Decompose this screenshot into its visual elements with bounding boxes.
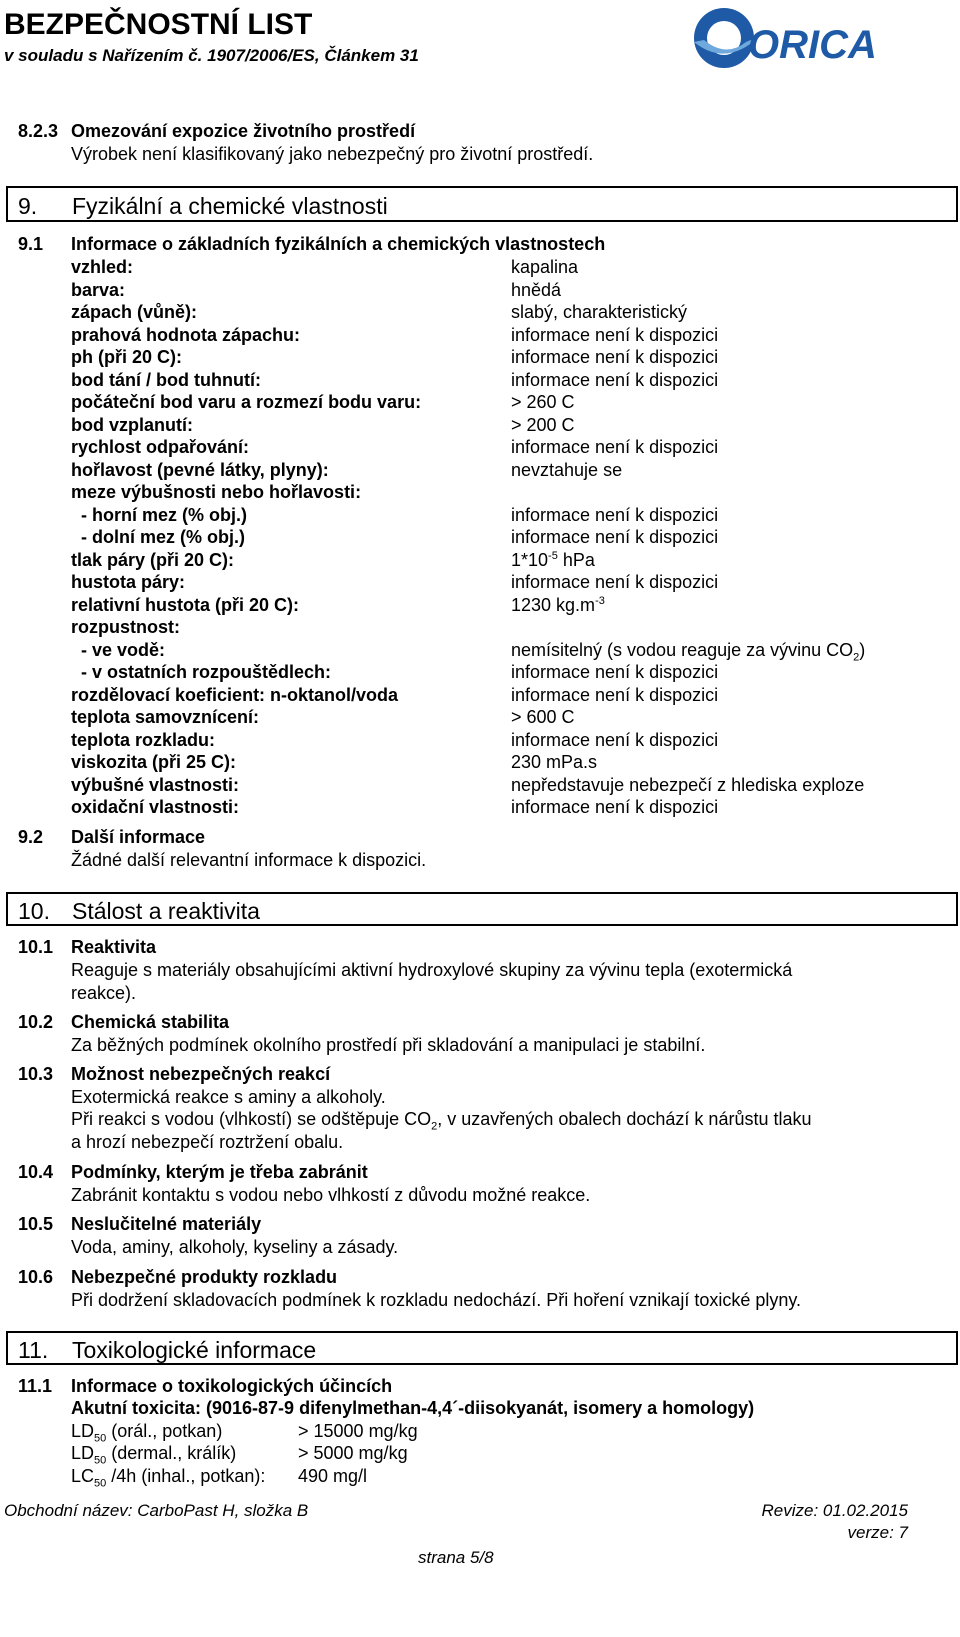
prop-value: nepředstavuje nebezpečí z hlediska exploze xyxy=(511,775,865,795)
prop-value: informace není k dispozici xyxy=(511,797,719,817)
prop-label: relativní hustota (při 20 C): xyxy=(71,595,300,615)
toxicity-value: 490 mg/l xyxy=(298,1466,368,1486)
prop-label: - dolní mez (% obj.) xyxy=(71,527,245,547)
section-title: Omezování expozice životního prostředí xyxy=(71,121,416,141)
prop-label: rozdělovací koeficient: n-oktanol/voda xyxy=(71,685,399,705)
toxicity-value: > 5000 mg/kg xyxy=(298,1443,408,1463)
footer-version: verze: 7 xyxy=(847,1523,908,1542)
prop-label: vzhled: xyxy=(71,257,134,277)
prop-value: nevztahuje se xyxy=(511,460,623,480)
prop-label: tlak páry (při 20 C): xyxy=(71,550,235,570)
section-number: 11. xyxy=(18,1337,49,1363)
prop-value: hnědá xyxy=(511,280,562,300)
prop-label: hořlavost (pevné látky, plyny): xyxy=(71,460,329,480)
prop-label: počáteční bod varu a rozmezí bodu varu: xyxy=(71,392,422,412)
prop-value: kapalina xyxy=(511,257,579,277)
section-title: Další informace xyxy=(71,827,206,847)
section-text: Exotermická reakce s aminy a alkoholy. xyxy=(71,1087,386,1107)
prop-label: teplota samovznícení: xyxy=(71,707,260,727)
prop-value: informace není k dispozici xyxy=(511,527,719,547)
section-title: Informace o základních fyzikálních a chemických vlastnostech xyxy=(71,234,606,254)
footer-page-number: strana 5/8 xyxy=(418,1548,494,1567)
section-text: Výrobek není klasifikovaný jako nebezpečný pro životní prostředí. xyxy=(71,144,594,164)
prop-value: informace není k dispozici xyxy=(511,730,719,750)
section-number: 9.2 xyxy=(18,827,44,847)
section-title: Toxikologické informace xyxy=(72,1337,317,1363)
svg-text:ORICA: ORICA xyxy=(748,23,877,67)
section-title: Fyzikální a chemické vlastnosti xyxy=(72,193,388,219)
prop-value: slabý, charakteristický xyxy=(511,302,688,322)
toxicity-value: > 15000 mg/kg xyxy=(298,1421,418,1441)
prop-label: rozpustnost: xyxy=(71,617,180,637)
footer-trade-name: Obchodní název: CarboPast H, složka B xyxy=(4,1501,309,1520)
vapor-pressure-value: $1*10^{-5}$ hPa xyxy=(511,550,595,570)
prop-value: informace není k dispozici xyxy=(511,437,719,457)
prop-value: informace není k dispozici xyxy=(511,325,719,345)
section-title: Neslučitelné materiály xyxy=(71,1214,262,1234)
section-text: Za běžných podmínek okolního prostředí při skladování a manipulaci je stabilní. xyxy=(71,1035,706,1055)
section-11-header xyxy=(6,1331,958,1365)
section-number: 8.2.3 xyxy=(18,121,59,141)
section-number: 11.1 xyxy=(18,1376,53,1396)
acute-toxicity-title: Akutní toxicita: (9016-87-9 difenylmethan-4,4´-diisokyanát, isomery a homology) xyxy=(71,1398,755,1418)
section-10-header xyxy=(6,892,958,926)
section-number: 10.3 xyxy=(18,1064,54,1084)
prop-value: > 200 C xyxy=(511,415,575,435)
prop-label: výbušné vlastnosti: xyxy=(71,775,240,795)
section-number: 10. xyxy=(18,898,50,924)
prop-label: - ve vodě: xyxy=(71,640,166,660)
section-9-header xyxy=(6,186,958,222)
prop-label: bod tání / bod tuhnutí: xyxy=(71,370,261,390)
section-number: 10.2 xyxy=(18,1012,54,1032)
document-subtitle: v souladu s Nařízením č. 1907/2006/ES, Článkem 31 xyxy=(4,46,419,65)
prop-label: zápach (vůně): xyxy=(71,302,198,322)
prop-label: barva: xyxy=(71,280,126,300)
density-value: 1230 $kg.m^{-3}$ xyxy=(511,595,605,615)
section-text: Reaguje s materiály obsahujícími aktivní hydroxylové skupiny za vývinu tepla (exotermická xyxy=(71,960,793,980)
toxicity-label: $LC_{50}$ /4h (inhal., potkan): xyxy=(71,1466,266,1490)
prop-value: > 600 C xyxy=(511,707,575,727)
prop-value: informace není k dispozici xyxy=(511,662,719,682)
section-text: Při dodržení skladovacích podmínek k rozkladu nedochází. Při hoření vznikají toxické plyny. xyxy=(71,1290,802,1310)
prop-label: teplota rozkladu: xyxy=(71,730,216,750)
prop-label: meze výbušnosti nebo hořlavosti: xyxy=(71,482,362,502)
prop-label: oxidační vlastnosti: xyxy=(71,797,240,817)
section-text: Při reakci s vodou (vlhkostí) se odštěpuje $CO_2$, v uzavřených obalech dochází k nárůstu tlaku xyxy=(71,1109,812,1133)
prop-label: rychlost odpařování: xyxy=(71,437,250,457)
document-title: BEZPEČNOSTNÍ LIST xyxy=(4,8,313,41)
orica-logo xyxy=(686,2,918,72)
section-number: 10.1 xyxy=(18,937,54,957)
footer-revision: Revize: 01.02.2015 xyxy=(761,1501,908,1520)
prop-label: hustota páry: xyxy=(71,572,186,592)
section-title: Stálost a reaktivita xyxy=(72,898,260,924)
prop-value: > 260 C xyxy=(511,392,575,412)
prop-label: - horní mez (% obj.) xyxy=(71,505,247,525)
prop-value: 230 mPa.s xyxy=(511,752,598,772)
prop-label: prahová hodnota zápachu: xyxy=(71,325,301,345)
section-text: Žádné další relevantní informace k dispozici. xyxy=(71,850,427,870)
prop-label: viskozita (při 25 C): xyxy=(71,752,237,772)
section-title: Nebezpečné produkty rozkladu xyxy=(71,1267,338,1287)
section-number: 9. xyxy=(18,193,38,219)
prop-value: informace není k dispozici xyxy=(511,505,719,525)
prop-label: ph (při 20 C): xyxy=(71,347,182,367)
prop-label: bod vzplanutí: xyxy=(71,415,193,435)
section-title: Chemická stabilita xyxy=(71,1012,230,1032)
section-text: Zabránit kontaktu s vodou nebo vlhkostí z důvodu možné reakce. xyxy=(71,1185,591,1205)
section-number: 10.6 xyxy=(18,1267,54,1287)
prop-label: - v ostatních rozpouštědlech: xyxy=(71,662,332,682)
toxicity-label: $LD_{50}$ (orál., potkan) xyxy=(71,1421,223,1445)
water-solubility-value: nemísitelný (s vodou reaguje za vývinu $CO_2$) xyxy=(511,640,866,664)
section-title: Informace o toxikologických účincích xyxy=(71,1376,393,1396)
toxicity-label: $LD_{50}$ (dermal., králík) xyxy=(71,1443,237,1467)
section-text: reakce). xyxy=(71,983,137,1003)
prop-value: informace není k dispozici xyxy=(511,685,719,705)
section-text: Voda, aminy, alkoholy, kyseliny a zásady. xyxy=(71,1237,399,1257)
section-title: Možnost nebezpečných reakcí xyxy=(71,1064,331,1084)
prop-value: informace není k dispozici xyxy=(511,572,719,592)
prop-value: informace není k dispozici xyxy=(511,347,719,367)
prop-value: informace není k dispozici xyxy=(511,370,719,390)
section-number: 9.1 xyxy=(18,234,44,254)
section-title: Reaktivita xyxy=(71,937,157,957)
section-text: a hrozí nebezpečí roztržení obalu. xyxy=(71,1132,344,1152)
section-number: 10.5 xyxy=(18,1214,54,1234)
section-number: 10.4 xyxy=(18,1162,54,1182)
section-title: Podmínky, kterým je třeba zabránit xyxy=(71,1162,368,1182)
